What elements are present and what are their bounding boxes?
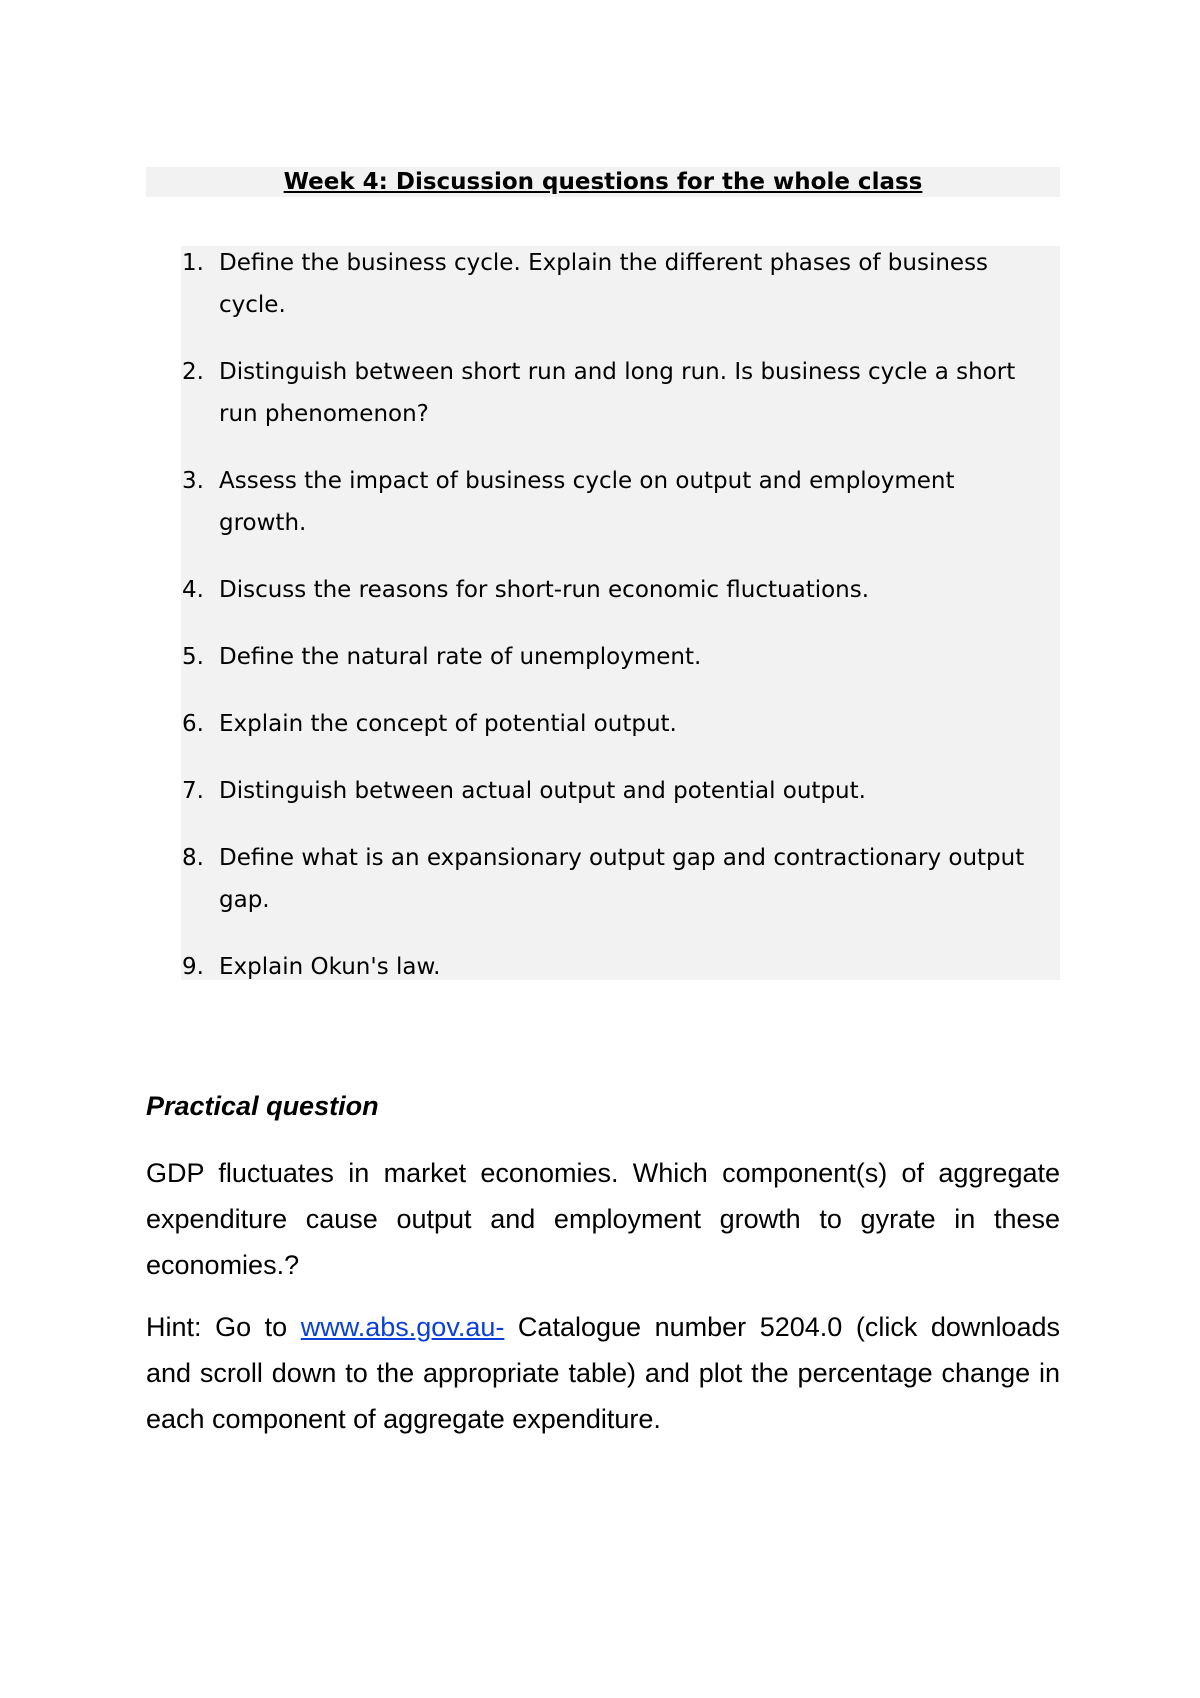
question-text: Define the natural rate of unemployment. — [219, 644, 702, 670]
question-number: 4. — [182, 577, 204, 603]
question-number: 3. — [182, 468, 204, 494]
title-shading — [146, 167, 1060, 197]
practical-question-heading: Practical question — [146, 1091, 379, 1121]
question-text: Explain the concept of potential output. — [219, 711, 677, 737]
list-item — [146, 837, 1046, 921]
practical-question-paragraph: GDP fluctuates in market economies. Which component(s) of aggregate expenditure cause output and employment growth to gyrate in these economies.? — [146, 1158, 1060, 1280]
question-text: Define the business cycle. Explain the different phases of business cycle. — [219, 250, 989, 318]
question-number: 8. — [182, 845, 204, 871]
list-item — [146, 569, 1046, 611]
list-item — [146, 946, 1046, 988]
question-number: 7. — [182, 778, 204, 804]
list-item — [146, 351, 1046, 435]
page-title: Week 4: Discussion questions for the whole class — [283, 169, 923, 195]
question-text: Assess the impact of business cycle on output and employment growth. — [219, 468, 955, 536]
list-item — [146, 703, 1046, 745]
question-number: 2. — [182, 359, 204, 385]
question-number: 1. — [182, 250, 204, 276]
list-item — [146, 460, 1046, 544]
question-text: Define what is an expansionary output gap and contractionary output gap. — [219, 845, 1025, 913]
hint-prefix: Hint: Go to — [146, 1312, 301, 1342]
list-item — [146, 770, 1046, 812]
question-number: 5. — [182, 644, 204, 670]
question-text: Explain Okun's law. — [219, 954, 441, 980]
list-item — [146, 636, 1046, 678]
hint-suffix: Catalogue number 5204.0 (click downloads and scroll down to the appropriate table) and plot the percentage change in each component of aggregate expenditure. — [146, 1312, 1060, 1434]
list-item — [146, 242, 1046, 326]
question-text: Distinguish between short run and long run. Is business cycle a short run phenomenon? — [219, 359, 1016, 427]
abs-website-link[interactable]: www.abs.gov.au- — [300, 1312, 505, 1342]
discussion-questions-list — [146, 242, 1046, 1013]
question-text: Discuss the reasons for short-run economic fluctuations. — [219, 577, 870, 603]
question-number: 6. — [182, 711, 204, 737]
hint-paragraph — [146, 1304, 1060, 1442]
question-text: Distinguish between actual output and potential output. — [219, 778, 866, 804]
question-number: 9. — [182, 954, 204, 980]
